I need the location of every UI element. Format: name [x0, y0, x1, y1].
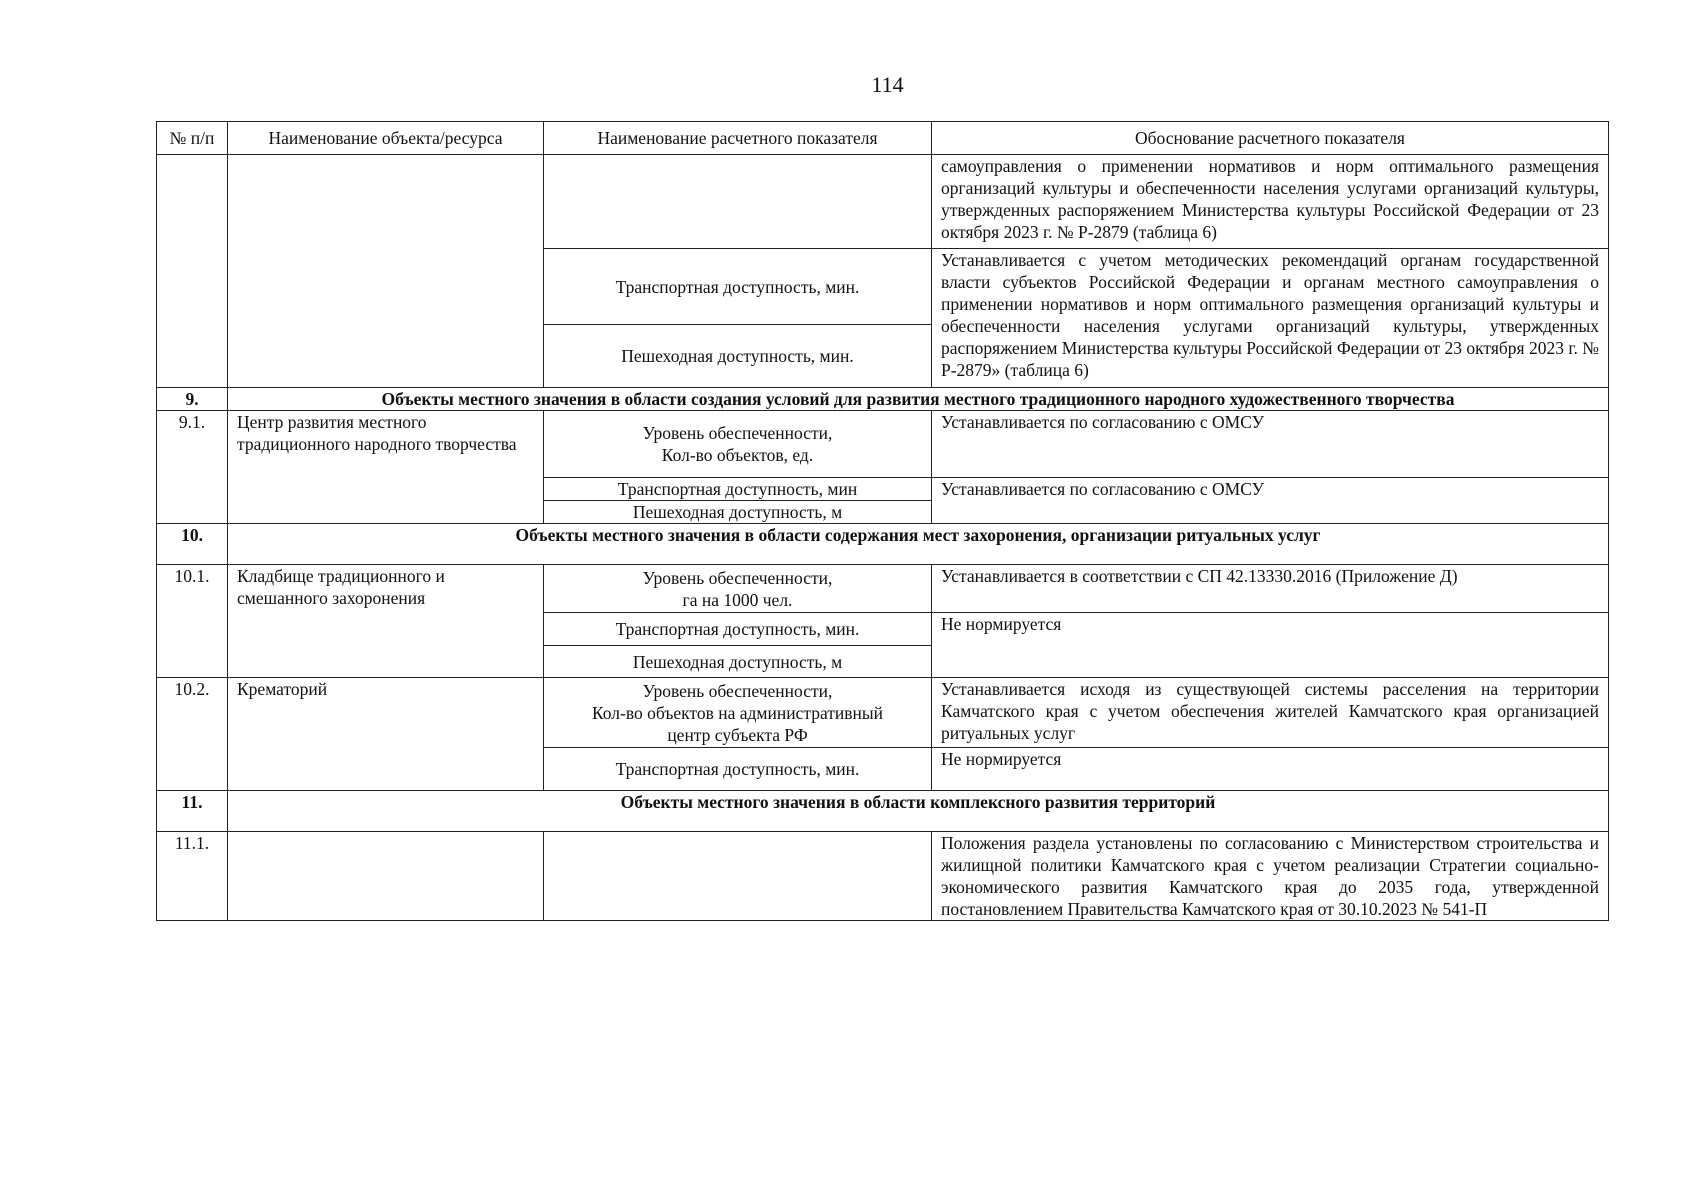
object-name: Кладбище традиционного и смешанного захоронения	[228, 565, 544, 678]
indicator-level	[544, 678, 932, 748]
object-name	[228, 832, 544, 921]
indicator-pedestrian: Пешеходная доступность, м	[544, 646, 932, 678]
section-num: 10.	[157, 524, 228, 565]
row-num: 11.1.	[157, 832, 228, 921]
header-justification: Обоснование расчетного показателя	[932, 122, 1609, 155]
section-row	[157, 524, 1609, 565]
header-num: № п/п	[157, 122, 228, 155]
indicator-line: Кол-во объектов, ед.	[661, 445, 814, 465]
table-row	[157, 411, 1609, 478]
cont-num-cell	[157, 155, 228, 388]
indicator-transport: Транспортная доступность, мин.	[544, 613, 932, 646]
page-number: 114	[871, 72, 904, 97]
row-num: 9.1.	[157, 411, 228, 524]
table-header-row	[157, 122, 1609, 155]
justification: Не нормируется	[932, 748, 1609, 791]
justification: Устанавливается в соответствии с СП 42.13330.2016 (Приложение Д)	[932, 565, 1609, 613]
indicator-level	[544, 411, 932, 478]
table-row	[157, 155, 1609, 249]
cont-indicator-empty	[544, 155, 932, 249]
section-row	[157, 388, 1609, 411]
row-num: 10.1.	[157, 565, 228, 678]
indicator-line: центр субъекта РФ	[667, 724, 808, 745]
indicator-line: га на 1000 чел.	[682, 589, 793, 610]
section-num: 9.	[157, 388, 228, 411]
indicator-line: Уровень обеспеченности,	[642, 423, 833, 443]
indicator-empty	[544, 832, 932, 921]
indicator-pedestrian: Пешеходная доступность, м	[544, 501, 932, 524]
cont-object-cell	[228, 155, 544, 388]
justification: Устанавливается исходя из существующей системы расселения на территории Камчатского края с учетом обеспечения жителей Камчатского края организацией ритуальных услуг	[932, 678, 1609, 748]
indicator-line: Уровень обеспеченности,	[642, 567, 833, 588]
justification: Устанавливается по согласованию с ОМСУ	[932, 478, 1609, 524]
table-row	[157, 678, 1609, 748]
indicator-level	[544, 565, 932, 613]
cont-indicator-pedestrian: Пешеходная доступность, мин.	[544, 325, 932, 388]
section-row	[157, 791, 1609, 832]
cont-justification-bottom: Устанавливается с учетом методических рекомендаций органам государственной власти субъектов Российской Федерации и органам местного самоуправления о применении нормативов и норм оптимального размещения организаций культуры и обеспеченности населения услугами организаций культуры, утвержденных распоряжением Министерства культуры Российской Федерации от 23 октября 2023 г. № Р-2879» (таблица 6)	[932, 249, 1609, 388]
indicator-line: Уровень обеспеченности,	[642, 680, 833, 701]
header-object: Наименование объекта/ресурса	[228, 122, 544, 155]
indicator-line: Кол-во объектов на административный	[591, 702, 884, 723]
section-title: Объекты местного значения в области комплексного развития территорий	[228, 791, 1609, 832]
row-num: 10.2.	[157, 678, 228, 791]
norms-table	[156, 121, 1609, 921]
cont-indicator-transport: Транспортная доступность, мин.	[544, 249, 932, 325]
object-name: Центр развития местного традиционного народного творчества	[228, 411, 544, 524]
indicator-transport: Транспортная доступность, мин.	[544, 748, 932, 791]
justification: Не нормируется	[932, 613, 1609, 678]
table-row	[157, 565, 1609, 613]
section-title: Объекты местного значения в области создания условий для развития местного традиционного народного художественного творчества	[228, 388, 1609, 411]
section-num: 11.	[157, 791, 228, 832]
cont-justification-top: самоуправления о применении нормативов и норм оптимального размещения организаций культуры и обеспеченности населения услугами организаций культуры, утвержденных распоряжением Министерства культуры Российской Федерации от 23 октября 2023 г. № Р-2879 (таблица 6)	[932, 155, 1609, 249]
section-title: Объекты местного значения в области содержания мест захоронения, организации ритуальных услуг	[228, 524, 1609, 565]
header-indicator: Наименование расчетного показателя	[544, 122, 932, 155]
justification: Устанавливается по согласованию с ОМСУ	[932, 411, 1609, 478]
object-name: Крематорий	[228, 678, 544, 791]
justification: Положения раздела установлены по согласованию с Министерством строительства и жилищной политики Камчатского края с учетом реализации Стратегии социально-экономического развития Камчатского края до 2035 года, утвержденной постановлением Правительства Камчатского края от 30.10.2023 № 541-П	[932, 832, 1609, 921]
table-row	[157, 832, 1609, 921]
indicator-transport: Транспортная доступность, мин	[544, 478, 932, 501]
